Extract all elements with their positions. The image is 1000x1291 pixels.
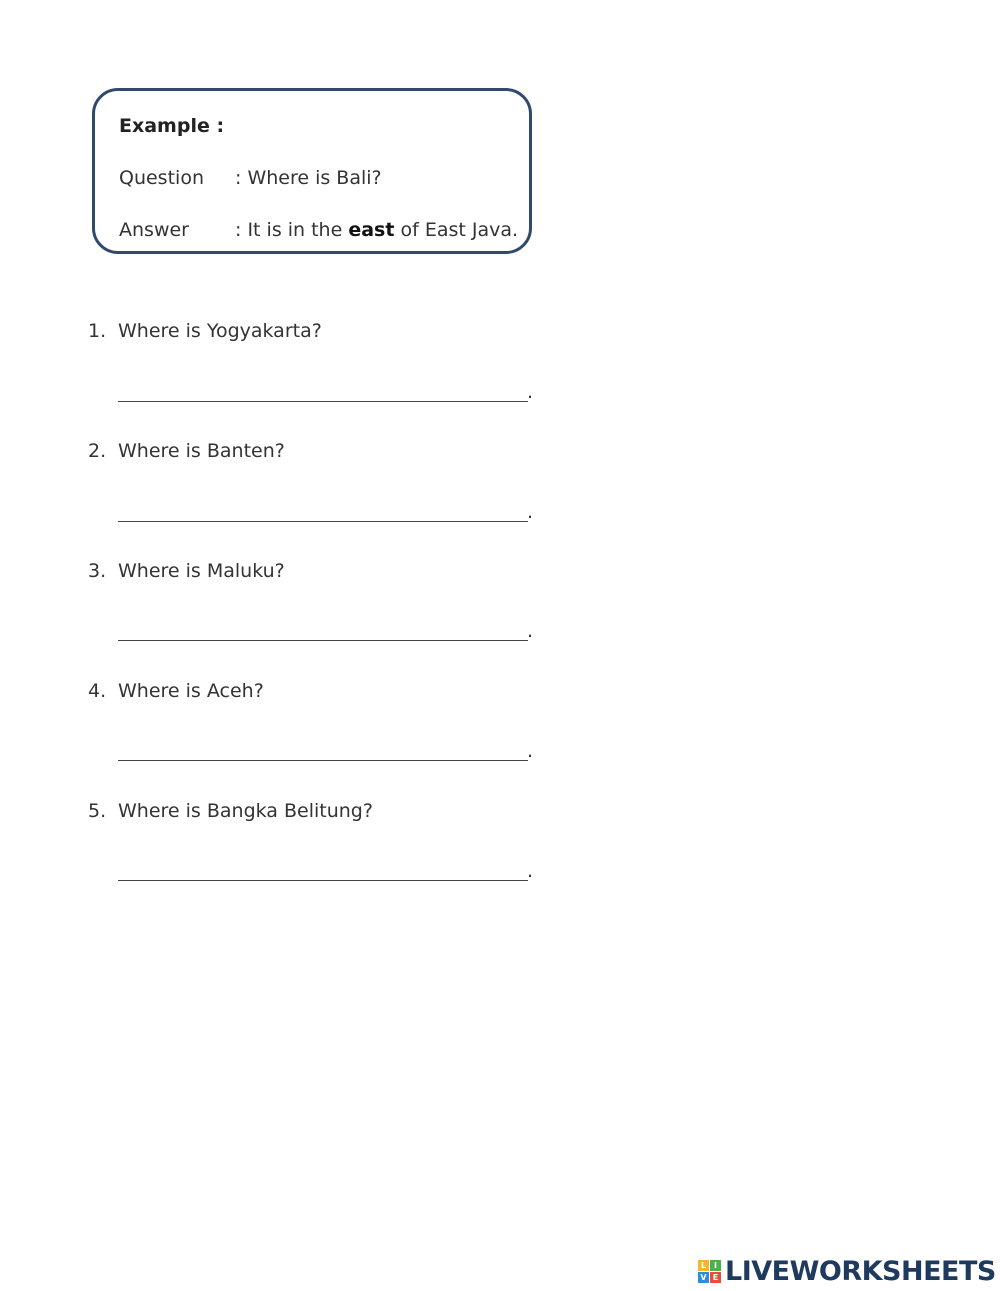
answer-terminator: . — [527, 740, 534, 762]
question-text: Where is Banten? — [118, 440, 285, 462]
example-question-label: Question — [119, 167, 204, 189]
answer-line-2[interactable] — [118, 503, 528, 522]
logo-badge-icon — [698, 1260, 721, 1283]
question-number: 4. — [88, 680, 107, 702]
example-answer-prefix: : It is in the — [235, 219, 349, 241]
example-answer-bold: east — [348, 219, 395, 241]
question-3 — [88, 560, 285, 582]
question-1 — [88, 320, 322, 342]
example-answer-label: Answer — [119, 219, 189, 241]
question-text: Where is Yogyakarta? — [118, 320, 322, 342]
question-number: 3. — [88, 560, 107, 582]
example-question-row — [119, 167, 382, 189]
logo-badge-letter: I — [710, 1260, 721, 1271]
logo-badge-letter: V — [698, 1272, 709, 1283]
example-question-text: : Where is Bali? — [235, 167, 382, 189]
question-text: Where is Bangka Belitung? — [118, 800, 373, 822]
answer-line-3[interactable] — [118, 622, 528, 641]
answer-line-5[interactable] — [118, 862, 528, 881]
answer-line-1[interactable] — [118, 383, 528, 402]
question-number: 2. — [88, 440, 107, 462]
question-2 — [88, 440, 285, 462]
question-5 — [88, 800, 373, 822]
logo-text: LIVEWORKSHEETS — [725, 1256, 996, 1287]
example-title: Example : — [119, 115, 225, 137]
logo-badge-letter: E — [710, 1272, 721, 1283]
question-4 — [88, 680, 264, 702]
example-answer-row — [119, 219, 518, 241]
example-box — [92, 88, 532, 254]
answer-terminator: . — [527, 860, 534, 882]
question-text: Where is Aceh? — [118, 680, 264, 702]
example-answer-suffix: of East Java. — [394, 219, 519, 241]
answer-terminator: . — [527, 620, 534, 642]
answer-line-4[interactable] — [118, 742, 528, 761]
question-number: 5. — [88, 800, 107, 822]
answer-terminator: . — [527, 381, 534, 403]
answer-terminator: . — [527, 501, 534, 523]
question-number: 1. — [88, 320, 107, 342]
liveworksheets-logo — [698, 1256, 996, 1287]
logo-badge-letter: L — [698, 1260, 709, 1271]
question-text: Where is Maluku? — [118, 560, 285, 582]
